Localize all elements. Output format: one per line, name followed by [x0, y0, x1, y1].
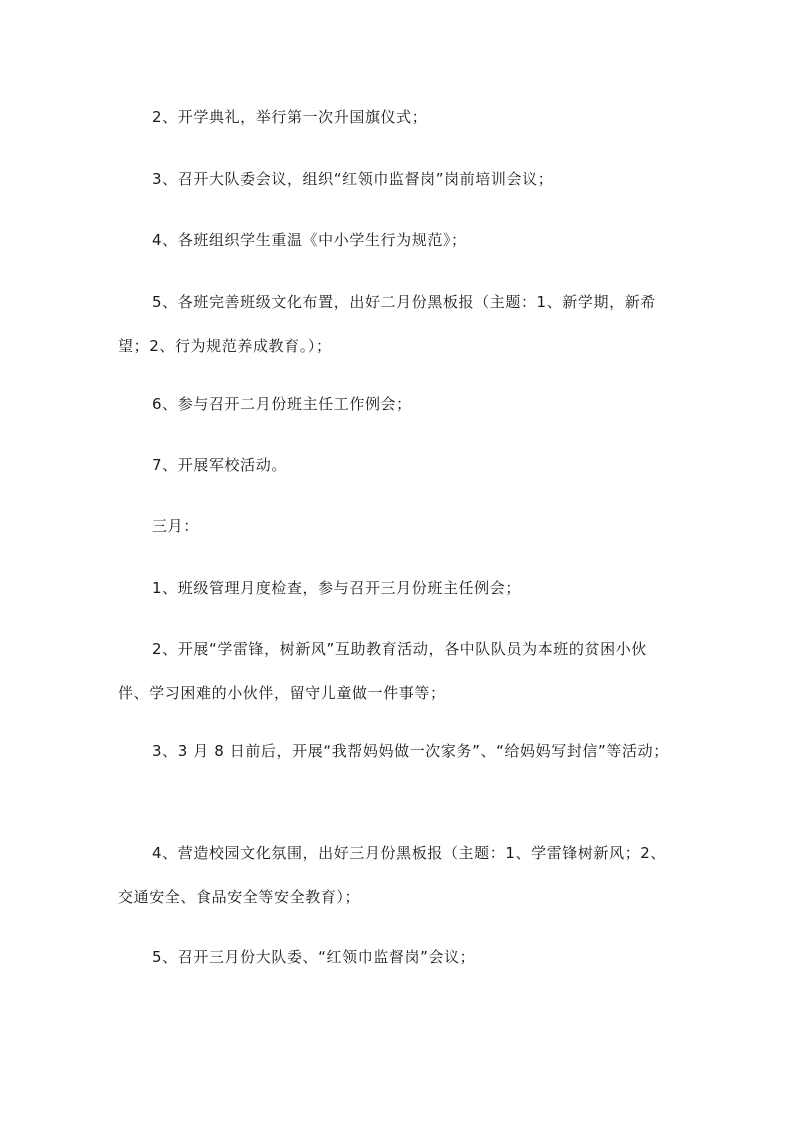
section-heading-march: 三月：	[152, 517, 199, 535]
paragraph: 5、召开三月份大队委、“红领巾监督岗”会议；	[152, 948, 476, 966]
paragraph: 6、参与召开二月份班主任工作例会；	[152, 395, 412, 413]
paragraph: 4、各班组织学生重温《中小学生行为规范》；	[152, 231, 467, 249]
paragraph: 3、3 月 8 日前后，开展“我帮妈妈做一次家务”、“给妈妈写封信”等活动；	[152, 742, 669, 760]
paragraph: 2、开学典礼，举行第一次升国旗仪式；	[152, 108, 428, 126]
paragraph: 7、开展军校活动。	[152, 456, 287, 474]
paragraph: 2、开展“学雷锋，树新风”互助教育活动，各中队队员为本班的贫困小伙伴、学习困难的小伙伴，留守儿童做一件事等；	[118, 640, 647, 702]
paragraph: 5、各班完善班级文化布置，出好二月份黑板报（主题：1、新学期，新希望；2、行为规范养成教育。）；	[118, 293, 656, 355]
paragraph: 1、班级管理月度检查，参与召开三月份班主任例会；	[152, 579, 521, 597]
paragraph: 4、营造校园文化氛围，出好三月份黑板报（主题：1、学雷锋树新风；2、交通安全、食品安全等安全教育）；	[118, 844, 667, 906]
paragraph: 3、召开大队委会议，组织“红领巾监督岗”岗前培训会议；	[152, 170, 554, 188]
